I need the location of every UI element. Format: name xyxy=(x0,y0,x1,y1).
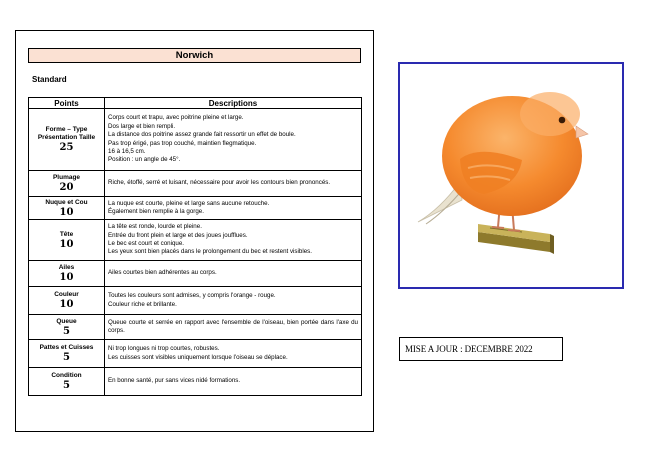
descriptions-header: Descriptions xyxy=(105,98,362,109)
description-line: La tête est ronde, lourde et pleine. xyxy=(108,223,202,231)
criterion-score: 10 xyxy=(59,238,74,250)
description-line: La distance dos poitrine assez grande fait ressortir un effet de boule. xyxy=(108,131,296,139)
description-line: 16 à 16,5 cm. xyxy=(108,147,146,155)
criterion-cell xyxy=(29,340,105,368)
canary-photo xyxy=(398,62,624,289)
description-line: La nuque est courte, pleine et large sans aucune retouche. xyxy=(108,199,270,207)
criterion-name: Queue xyxy=(56,317,77,325)
criterion-name: Présentation Taille xyxy=(37,134,96,141)
description-line: En bonne santé, pur sans vices nidé formations. xyxy=(108,377,241,385)
criterion-score: 25 xyxy=(59,142,74,153)
description-line: Pas trop érigé, pas trop couché, maintien flegmatique. xyxy=(108,139,257,147)
description-line: Les cuisses sont visibles uniquement lorsque l'oiseau se déplace. xyxy=(108,353,288,361)
table-header-row xyxy=(29,98,362,109)
table-row xyxy=(29,287,362,315)
description-line: Dos large et bien rempli. xyxy=(108,122,176,130)
breed-title: Norwich xyxy=(28,48,361,63)
criterion-cell xyxy=(29,287,105,315)
description-line: Entrée du front plein et large et des joues joufflues. xyxy=(108,231,248,239)
description-cell xyxy=(105,315,362,340)
criterion-cell xyxy=(29,315,105,340)
update-note: MISE A JOUR : DECEMBRE 2022 xyxy=(399,337,563,361)
description-line: Queue courte et serrée en rapport avec l'ensemble de l'oiseau, bien portée dans l'axe du corps. xyxy=(108,318,358,334)
criterion-cell xyxy=(29,220,105,261)
description-line: Corps court et trapu, avec poitrine pleine et large. xyxy=(108,114,244,122)
criterion-score: 5 xyxy=(63,380,70,391)
table-row xyxy=(29,220,362,261)
description-cell xyxy=(105,287,362,315)
table-body xyxy=(29,109,362,396)
description-cell xyxy=(105,171,362,197)
description-cell xyxy=(105,220,362,261)
description-cell xyxy=(105,368,362,396)
bird-eye xyxy=(559,117,566,124)
description-cell xyxy=(105,109,362,171)
criterion-cell xyxy=(29,109,105,171)
criterion-name: Tête xyxy=(59,230,74,238)
criterion-cell xyxy=(29,197,105,220)
table-row xyxy=(29,340,362,368)
description-line: Riche, étoffé, serré et luisant, nécessaire pour avoir les contours bien prononcés. xyxy=(108,179,331,187)
bird-body xyxy=(442,92,582,216)
criterion-name: Nuque et Cou xyxy=(45,198,88,206)
table-row xyxy=(29,261,362,287)
table-row xyxy=(29,171,362,197)
bird-beak xyxy=(576,126,588,138)
description-cell xyxy=(105,261,362,287)
description-line: Également bien remplie à la gorge. xyxy=(108,208,204,215)
table-row xyxy=(29,315,362,340)
standard-table xyxy=(28,97,362,396)
description-line: Ailes courtes bien adhérentes au corps. xyxy=(108,269,217,277)
description-cell xyxy=(105,340,362,368)
description-line: Ni trop longues ni trop courtes, robustes. xyxy=(108,345,220,353)
table-row xyxy=(29,109,362,171)
criterion-score: 5 xyxy=(63,352,70,363)
criterion-name: Couleur xyxy=(54,291,79,298)
description-cell xyxy=(105,197,362,220)
criterion-name: Forme – Type xyxy=(45,126,88,133)
criterion-name: Ailes xyxy=(58,264,75,271)
points-header: Points xyxy=(29,98,105,109)
perch xyxy=(478,224,554,254)
criterion-score: 20 xyxy=(59,182,74,193)
criterion-cell xyxy=(29,368,105,396)
criterion-score: 10 xyxy=(59,299,74,310)
description-line: Le bec est court et conique. xyxy=(108,240,185,247)
criterion-score: 10 xyxy=(59,206,74,218)
canary-image xyxy=(400,64,622,287)
criterion-cell xyxy=(29,261,105,287)
table-row xyxy=(29,197,362,220)
criterion-name: Condition xyxy=(51,372,82,379)
standard-label: Standard xyxy=(32,75,67,84)
criterion-name: Pattes et Cuisses xyxy=(39,344,94,351)
criterion-score: 10 xyxy=(59,272,74,283)
table-row xyxy=(29,368,362,396)
description-line: Toutes les couleurs sont admises, y compris l'orange - rouge. xyxy=(108,292,276,300)
description-line: Couleur riche et brillante. xyxy=(108,300,177,308)
criterion-score: 5 xyxy=(63,325,70,337)
description-line: Position : un angle de 45°. xyxy=(108,156,181,164)
standard-sheet xyxy=(15,30,374,432)
criterion-name: Plumage xyxy=(52,174,81,181)
criterion-cell xyxy=(29,171,105,197)
description-line: Les yeux sont bien placés dans le prolongement du bec et restent visibles. xyxy=(108,248,312,256)
